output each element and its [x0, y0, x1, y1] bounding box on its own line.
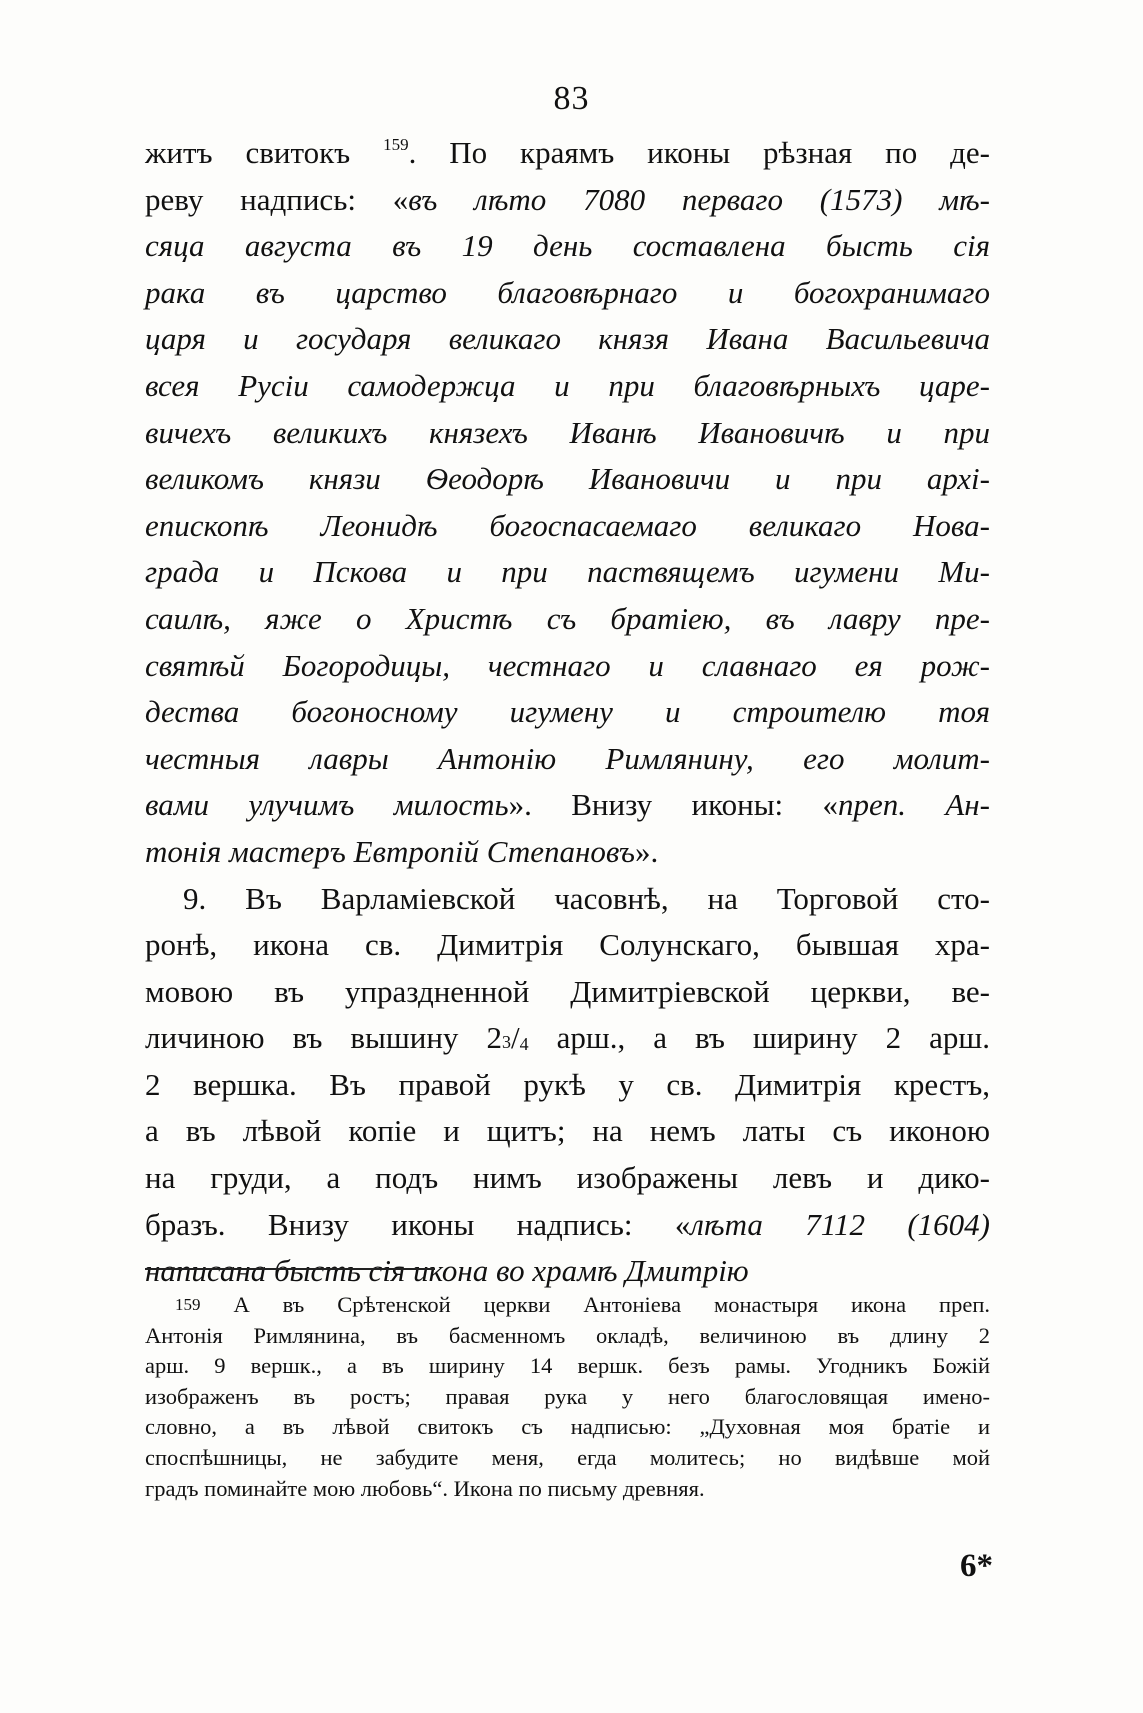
footnote-line-1 [145, 1290, 990, 1321]
text-run: епископѣ Леонидѣ богоспасаемаго великаго Нова- [145, 507, 990, 543]
text-run: рака въ царство благовѣрнаго и богохранимаго [145, 274, 990, 310]
main-line-23 [145, 1155, 990, 1202]
text-run: преп. Ан- [838, 787, 990, 823]
text-run: царя и государя великаго князя Ивана Васильевича [145, 321, 990, 357]
main-line-7 [145, 410, 990, 457]
text-run: дества богоносному игумену и строителю тоя [145, 694, 990, 730]
main-line-9 [145, 503, 990, 550]
text-run: изображенъ въ ростъ; правая рука у него благословящая имено- [145, 1383, 990, 1409]
main-line-25 [145, 1248, 990, 1295]
main-line-17 [145, 876, 990, 923]
main-line-8 [145, 456, 990, 503]
text-run: святѣй Богородицы, честнаго и славнаго ея рож- [145, 647, 990, 683]
main-line-13 [145, 689, 990, 736]
main-line-19 [145, 969, 990, 1016]
text-run: словно, а въ лѣвой свитокъ съ надписью: „Духовная моя братіе и [145, 1414, 990, 1440]
footnote-separator [145, 1268, 435, 1270]
main-line-15 [145, 782, 990, 829]
main-line-10 [145, 549, 990, 596]
text-run: Антонія Римлянина, въ басменномъ окладѣ, величиною въ длину 2 [145, 1322, 990, 1348]
main-line-24 [145, 1202, 990, 1249]
text-run: 3 [501, 1032, 511, 1053]
signature-mark: 6* [960, 1548, 993, 1584]
text-run: 4 [519, 1034, 529, 1055]
main-line-4 [145, 270, 990, 317]
text-run: града и Пскова и при паствящемъ игумени Ми- [145, 554, 990, 590]
main-line-1 [145, 130, 990, 177]
text-run: вами улучимъ милость [145, 787, 509, 823]
text-run: великомъ князи Ѳеодорѣ Ивановичи и при архі- [145, 461, 990, 497]
text-run: / [510, 1020, 520, 1056]
text-run: мовою въ упраздненной Димитріевской церкви, ве- [145, 973, 990, 1009]
footnote-line-6 [145, 1443, 990, 1474]
main-line-18 [145, 922, 990, 969]
footnote-ref: 159 [383, 135, 409, 154]
text-run: ронѣ, икона св. Димитрія Солунскаго, бывшая хра- [145, 927, 990, 963]
main-line-3 [145, 223, 990, 270]
text-run: на груди, а подъ нимъ изображены левъ и дико- [145, 1160, 990, 1196]
text-run: вичехъ великихъ князехъ Иванѣ Ивановичѣ и при [145, 414, 990, 450]
text-run: ». [635, 833, 659, 869]
text-run: арш., а въ ширину 2 арш. [528, 1020, 990, 1056]
main-line-6 [145, 363, 990, 410]
text-run: всея Русіи самодержца и при благовѣрныхъ царе- [145, 367, 990, 403]
main-line-2 [145, 177, 990, 224]
text-run: въ лѣто 7080 перваго (1573) мѣ- [408, 181, 990, 217]
text-run: лѣта 7112 (1604) [690, 1206, 990, 1242]
text-run: 9. Въ Варламіевской часовнѣ, на Торговой сто- [183, 880, 990, 916]
main-line-20 [145, 1015, 990, 1062]
text-run: личиною въ вышину 2 [145, 1020, 502, 1056]
text-run: ». Внизу иконы: « [508, 787, 838, 823]
text-run: градъ поминайте мою любовь“. Икона по письму древняя. [145, 1475, 705, 1501]
footnote-line-2 [145, 1321, 990, 1352]
text-run: споспѣшницы, не забудите меня, егда молитесь; но видѣвше мой [145, 1444, 990, 1470]
footnote-line-5 [145, 1412, 990, 1443]
text-run: бразъ. Внизу иконы надпись: « [145, 1206, 691, 1242]
text-run: тонія мастеръ Евтропій Степановъ [145, 833, 635, 869]
text-run: саилѣ, яже о Христѣ съ братіею, въ лавру пре- [145, 600, 990, 636]
footnote-line-4 [145, 1382, 990, 1413]
text-run: честныя лавры Антонію Римлянину, его молит- [145, 740, 990, 776]
footnote-line-3 [145, 1351, 990, 1382]
main-line-11 [145, 596, 990, 643]
text-run: сяца августа въ 19 день составлена бысть сія [145, 228, 990, 264]
text-run: арш. 9 вершк., а въ ширину 14 вершк. безъ рамы. Угодникъ Божій [145, 1353, 990, 1379]
main-line-12 [145, 643, 990, 690]
text-run: житъ свитокъ [145, 135, 384, 170]
footnote-ref: 159 [175, 1295, 201, 1314]
main-line-5 [145, 316, 990, 363]
text-run: . По краямъ иконы рѣзная по де- [408, 135, 990, 170]
text-run: а въ лѣвой копіе и щитъ; на немъ латы съ иконою [145, 1113, 990, 1149]
main-line-16 [145, 829, 990, 876]
main-line-14 [145, 736, 990, 783]
main-line-21 [145, 1062, 990, 1109]
main-line-22 [145, 1108, 990, 1155]
text-run: 2 вершка. Въ правой рукѣ у св. Димитрія крестъ, [145, 1066, 990, 1102]
text-run: написана бысть сія икона во храмѣ Дмитрію [145, 1253, 749, 1289]
footnote-block [145, 1290, 990, 1504]
text-run: А въ Срѣтенской церкви Антоніева монастыря икона преп. [200, 1292, 990, 1317]
main-text [145, 130, 990, 1295]
text-run: реву надпись: « [145, 181, 409, 217]
footnote-line-7 [145, 1474, 990, 1505]
page-number: 83 [553, 80, 590, 117]
